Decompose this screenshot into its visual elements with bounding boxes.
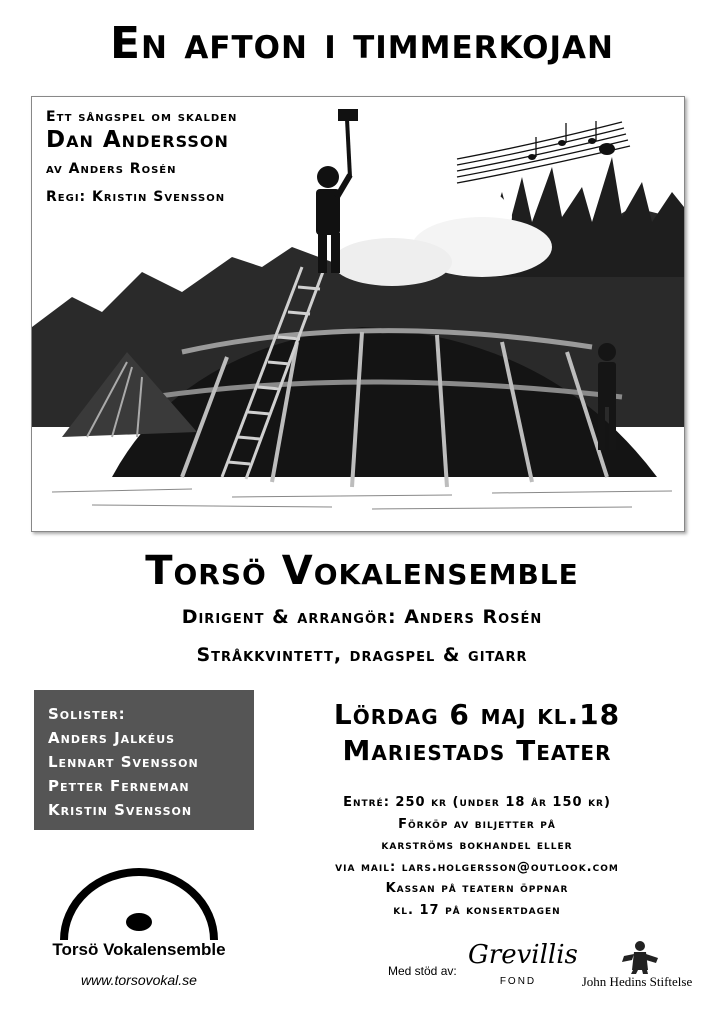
- soloist-name: Petter Ferneman: [48, 777, 190, 795]
- soloist-name: Kristin Svensson: [48, 801, 193, 819]
- soloists-box: [34, 690, 254, 830]
- grevillis-fond-logo: Grevillis: [468, 940, 578, 970]
- ticket-price: Entré: 250 kr (under 18 år 150 kr): [343, 795, 611, 810]
- john-hedins-stiftelse-name: John Hedins Stiftelse: [581, 974, 693, 989]
- soloist-name: Lennart Svensson: [48, 753, 199, 771]
- logo-text: Torsö Vokalensemble: [52, 940, 226, 959]
- ticket-presale: Förköp av biljetter på: [398, 816, 556, 832]
- soloist-name: Anders Jalkéus: [48, 729, 176, 747]
- ensemble-title: Torsö Vokalensemble: [145, 548, 579, 594]
- illustration-caption-subtitle: Ett sångspel om skalden: [46, 109, 238, 125]
- ticket-presale-email: via mail: lars.holgersson@outlook.com: [335, 859, 619, 875]
- box-office-info: Kassan på teatern öppnar: [385, 881, 569, 896]
- ensemble-logo: [56, 862, 222, 942]
- event-venue: Mariestads Teater: [342, 734, 612, 767]
- illustration-caption-poet: Dan Andersson: [46, 127, 229, 153]
- illustration-caption-director: Regi: Kristin Svensson: [46, 189, 226, 205]
- ticket-info: [262, 792, 692, 921]
- event-date: Lördag 6 maj kl.18: [333, 698, 621, 731]
- website-link[interactable]: www.torsovokal.se: [81, 972, 197, 988]
- charcoal-kiln-illustration: [31, 96, 685, 532]
- grevillis-fond-subtitle: FOND: [499, 976, 537, 987]
- illustration-caption-author: av Anders Rosén: [46, 161, 177, 177]
- poster-title: En afton i timmerkojan: [110, 18, 614, 69]
- instruments-line: Stråkkvintett, dragspel & gitarr: [196, 644, 528, 666]
- soloists-heading: Solister:: [48, 705, 126, 723]
- conductor-line: Dirigent & arrangör: Anders Rosén: [181, 606, 543, 628]
- ticket-presale-store: karströms bokhandel eller: [381, 838, 573, 853]
- box-office-time: kl. 17 på konsertdagen: [393, 902, 561, 918]
- support-label: Med stöd av:: [388, 964, 457, 978]
